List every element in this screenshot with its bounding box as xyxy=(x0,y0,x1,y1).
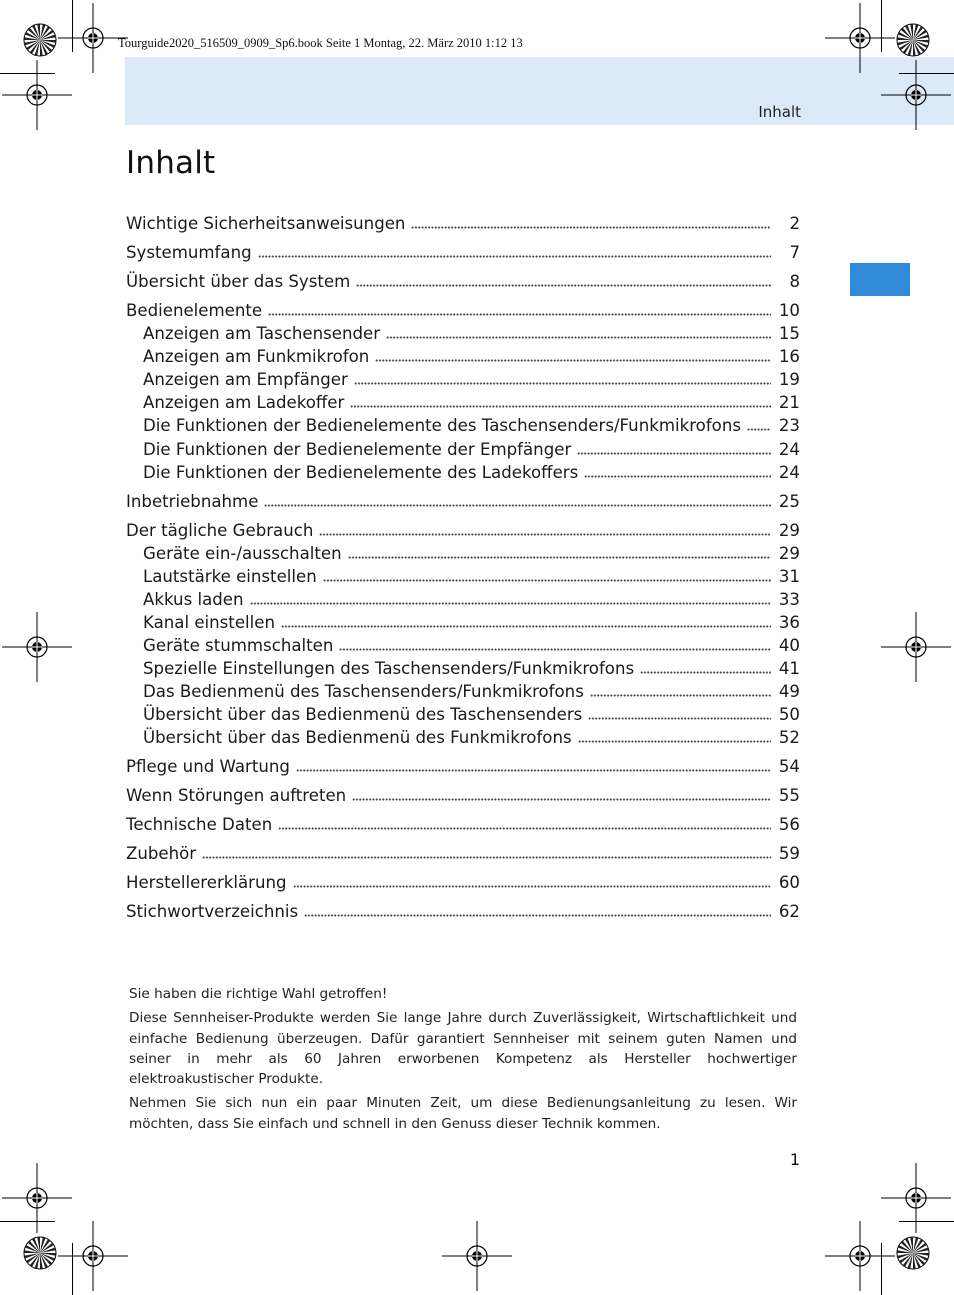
toc-entry-page: 7 xyxy=(789,242,800,262)
chapter-tab-marker xyxy=(850,263,910,296)
intro-paragraph-1: Diese Sennheiser-Produkte werden Sie lange Jahre durch Zuverlässigkeit, Wirtschaftlichkeit und einfache Bedienung überzeugen. Dafür garantiert Sennheiser mit seinem guten Namen und seiner in mehr als 60 Jahren erworbenen Kompetenz als Hersteller hochwertiger elektroakustischer Produkte. xyxy=(129,1010,797,1088)
registration-crosshair-icon xyxy=(2,612,72,682)
crop-mark xyxy=(72,0,73,52)
crop-mark xyxy=(881,1243,882,1295)
print-slug: Tourguide2020_516509_0909_Sp6.book Seite 1 Montag, 22. März 2010 1:12 13 xyxy=(118,36,523,50)
registration-starburst-icon xyxy=(896,1236,930,1270)
toc-dot-leader xyxy=(202,856,771,859)
toc-entry[interactable] xyxy=(126,784,800,807)
toc-dot-leader xyxy=(747,428,771,431)
toc-entry[interactable] xyxy=(126,542,800,565)
toc-entry-title: Übersicht über das System xyxy=(126,271,351,291)
crop-mark xyxy=(881,0,882,52)
toc-entry[interactable] xyxy=(126,270,800,293)
intro-heading: Sie haben die richtige Wahl getroffen! xyxy=(129,986,388,1002)
toc-entry-title: Wenn Störungen auftreten xyxy=(126,786,347,806)
toc-entry-page: 8 xyxy=(789,271,800,291)
page-title: Inhalt xyxy=(126,145,216,181)
toc-entry-page: 19 xyxy=(778,370,800,390)
toc-entry-title: Die Funktionen der Bedienelemente des Ladekoffers xyxy=(143,462,579,482)
toc-entry-page: 54 xyxy=(778,757,800,777)
toc-entry-page: 24 xyxy=(778,439,800,459)
toc-dot-leader xyxy=(386,336,771,339)
toc-dot-leader xyxy=(264,504,771,507)
toc-entry-title: Geräte ein-/ausschalten xyxy=(143,543,342,563)
toc-entry-title: Stichwortverzeichnis xyxy=(126,902,299,922)
toc-entry-page: 29 xyxy=(778,520,800,540)
toc-dot-leader xyxy=(588,717,771,720)
toc-entry[interactable] xyxy=(126,368,800,391)
toc-entry[interactable] xyxy=(126,391,800,414)
header-band xyxy=(125,57,954,125)
toc-entry-title: Herstellererklärung xyxy=(126,873,287,893)
toc-entry[interactable] xyxy=(126,634,800,657)
toc-entry[interactable] xyxy=(126,900,800,923)
header-section-label: Inhalt xyxy=(758,103,801,121)
toc-entry-page: 50 xyxy=(778,705,800,725)
toc-entry[interactable] xyxy=(126,490,800,513)
crop-mark xyxy=(899,73,954,74)
toc-dot-leader xyxy=(584,475,771,478)
toc-entry[interactable] xyxy=(126,414,800,437)
crop-mark xyxy=(0,73,55,74)
toc-entry-page: 33 xyxy=(778,589,800,609)
toc-entry[interactable] xyxy=(126,519,800,542)
registration-starburst-icon xyxy=(23,23,57,57)
toc-entry-page: 49 xyxy=(778,682,800,702)
toc-entry[interactable] xyxy=(126,438,800,461)
toc-entry-page: 21 xyxy=(778,393,800,413)
toc-entry-title: Pflege und Wartung xyxy=(126,757,290,777)
crop-mark xyxy=(72,1243,73,1295)
toc-dot-leader xyxy=(375,359,771,362)
toc-entry[interactable] xyxy=(126,565,800,588)
toc-entry-page: 29 xyxy=(778,543,800,563)
toc-entry[interactable] xyxy=(126,726,800,749)
toc-entry-title: Lautstärke einstellen xyxy=(143,566,317,586)
toc-entry-title: Systemumfang xyxy=(126,242,252,262)
intro-box xyxy=(129,984,797,1138)
toc-entry-title: Technische Daten xyxy=(126,815,273,835)
toc-entry[interactable] xyxy=(126,241,800,264)
toc-entry-title: Das Bedienmenü des Taschensenders/Funkmikrofons xyxy=(143,682,584,702)
toc-entry[interactable] xyxy=(126,345,800,368)
toc-entry-page: 40 xyxy=(778,636,800,656)
registration-crosshair-icon xyxy=(2,60,72,130)
toc-dot-leader xyxy=(268,313,771,316)
toc-entry[interactable] xyxy=(126,212,800,235)
toc-dot-leader xyxy=(323,579,771,582)
toc-entry[interactable] xyxy=(126,680,800,703)
toc-dot-leader xyxy=(278,827,771,830)
toc-dot-leader xyxy=(296,769,771,772)
toc-entry-title: Der tägliche Gebrauch xyxy=(126,520,314,540)
registration-crosshair-icon xyxy=(2,1163,72,1233)
toc-entry-title: Anzeigen am Taschensender xyxy=(143,324,381,344)
crop-mark xyxy=(0,1221,55,1222)
toc-dot-leader xyxy=(348,556,771,559)
toc-entry-page: 24 xyxy=(778,462,800,482)
toc-entry[interactable] xyxy=(126,703,800,726)
toc-dot-leader xyxy=(352,798,771,801)
toc-dot-leader xyxy=(281,625,771,628)
toc-entry[interactable] xyxy=(126,842,800,865)
toc-dot-leader xyxy=(411,226,771,229)
toc-dot-leader xyxy=(640,671,771,674)
toc-entry[interactable] xyxy=(126,461,800,484)
toc-dot-leader xyxy=(293,885,771,888)
toc-entry-title: Übersicht über das Bedienmenü des Funkmikrofons xyxy=(143,728,572,748)
registration-crosshair-icon xyxy=(881,1163,951,1233)
toc-dot-leader xyxy=(590,694,771,697)
registration-crosshair-icon xyxy=(881,612,951,682)
toc-dot-leader xyxy=(250,602,771,605)
toc-entry[interactable] xyxy=(126,588,800,611)
toc-entry-page: 10 xyxy=(778,300,800,320)
toc-entry-title: Wichtige Sicherheitsanweisungen xyxy=(126,214,406,233)
toc-entry[interactable] xyxy=(126,755,800,778)
toc-entry-title: Kanal einstellen xyxy=(143,612,275,632)
toc-dot-leader xyxy=(258,255,771,258)
toc-entry-page: 41 xyxy=(778,659,800,679)
registration-starburst-icon xyxy=(896,23,930,57)
toc-dot-leader xyxy=(319,533,771,536)
toc-entry[interactable] xyxy=(126,813,800,836)
toc-entry[interactable] xyxy=(126,611,800,634)
toc-dot-leader xyxy=(304,914,771,917)
toc-entry[interactable] xyxy=(126,657,800,680)
toc-entry-page: 31 xyxy=(778,566,800,586)
toc-dot-leader xyxy=(577,452,771,455)
toc-entry-page: 25 xyxy=(778,491,800,511)
toc-entry-page: 62 xyxy=(778,902,800,922)
registration-crosshair-icon xyxy=(442,1221,512,1291)
toc-entry-page: 15 xyxy=(778,324,800,344)
registration-crosshair-icon xyxy=(58,1221,128,1291)
toc-entry[interactable] xyxy=(126,322,800,345)
toc-entry-title: Anzeigen am Empfänger xyxy=(143,370,348,390)
table-of-contents xyxy=(126,212,800,923)
toc-dot-leader xyxy=(350,405,771,408)
toc-dot-leader xyxy=(339,648,771,651)
toc-entry-title: Die Funktionen der Bedienelemente des Taschensenders/Funkmikrofons xyxy=(143,416,741,436)
toc-entry-title: Inbetriebnahme xyxy=(126,491,259,511)
toc-entry-page: 23 xyxy=(778,416,800,436)
crop-mark xyxy=(899,1221,954,1222)
toc-entry-title: Die Funktionen der Bedienelemente der Empfänger xyxy=(143,439,572,459)
toc-entry[interactable] xyxy=(126,871,800,894)
toc-entry-title: Bedienelemente xyxy=(126,300,263,320)
toc-entry-title: Akkus laden xyxy=(143,589,244,609)
toc-dot-leader xyxy=(578,740,771,743)
toc-entry-page: 55 xyxy=(778,786,800,806)
registration-starburst-icon xyxy=(23,1236,57,1270)
toc-dot-leader xyxy=(354,382,771,385)
toc-dot-leader xyxy=(356,284,771,287)
intro-paragraph-2: Nehmen Sie sich nun ein paar Minuten Zeit, um diese Bedienungsanleitung zu lesen. Wir möchten, dass Sie einfach und schnell in den Genuss dieser Technik kommen. xyxy=(129,1095,797,1132)
toc-entry-title: Anzeigen am Ladekoffer xyxy=(143,393,345,413)
registration-crosshair-icon xyxy=(825,1221,895,1291)
toc-entry-page: 36 xyxy=(778,612,800,632)
toc-entry-title: Übersicht über das Bedienmenü des Taschensenders xyxy=(143,705,583,725)
toc-entry-page: 59 xyxy=(778,844,800,864)
toc-entry-page: 56 xyxy=(778,815,800,835)
toc-entry-title: Anzeigen am Funkmikrofon xyxy=(143,347,370,367)
toc-entry-page: 60 xyxy=(778,873,800,893)
page-number: 1 xyxy=(789,1150,800,1169)
toc-entry-page: 16 xyxy=(778,347,800,367)
toc-entry-title: Geräte stummschalten xyxy=(143,636,334,656)
toc-entry-title: Spezielle Einstellungen des Taschensenders/Funkmikrofons xyxy=(143,659,635,679)
toc-entry-title: Zubehör xyxy=(126,844,197,864)
toc-entry-page: 52 xyxy=(778,728,800,748)
toc-entry[interactable] xyxy=(126,299,800,322)
toc-entry-page: 2 xyxy=(789,214,800,233)
